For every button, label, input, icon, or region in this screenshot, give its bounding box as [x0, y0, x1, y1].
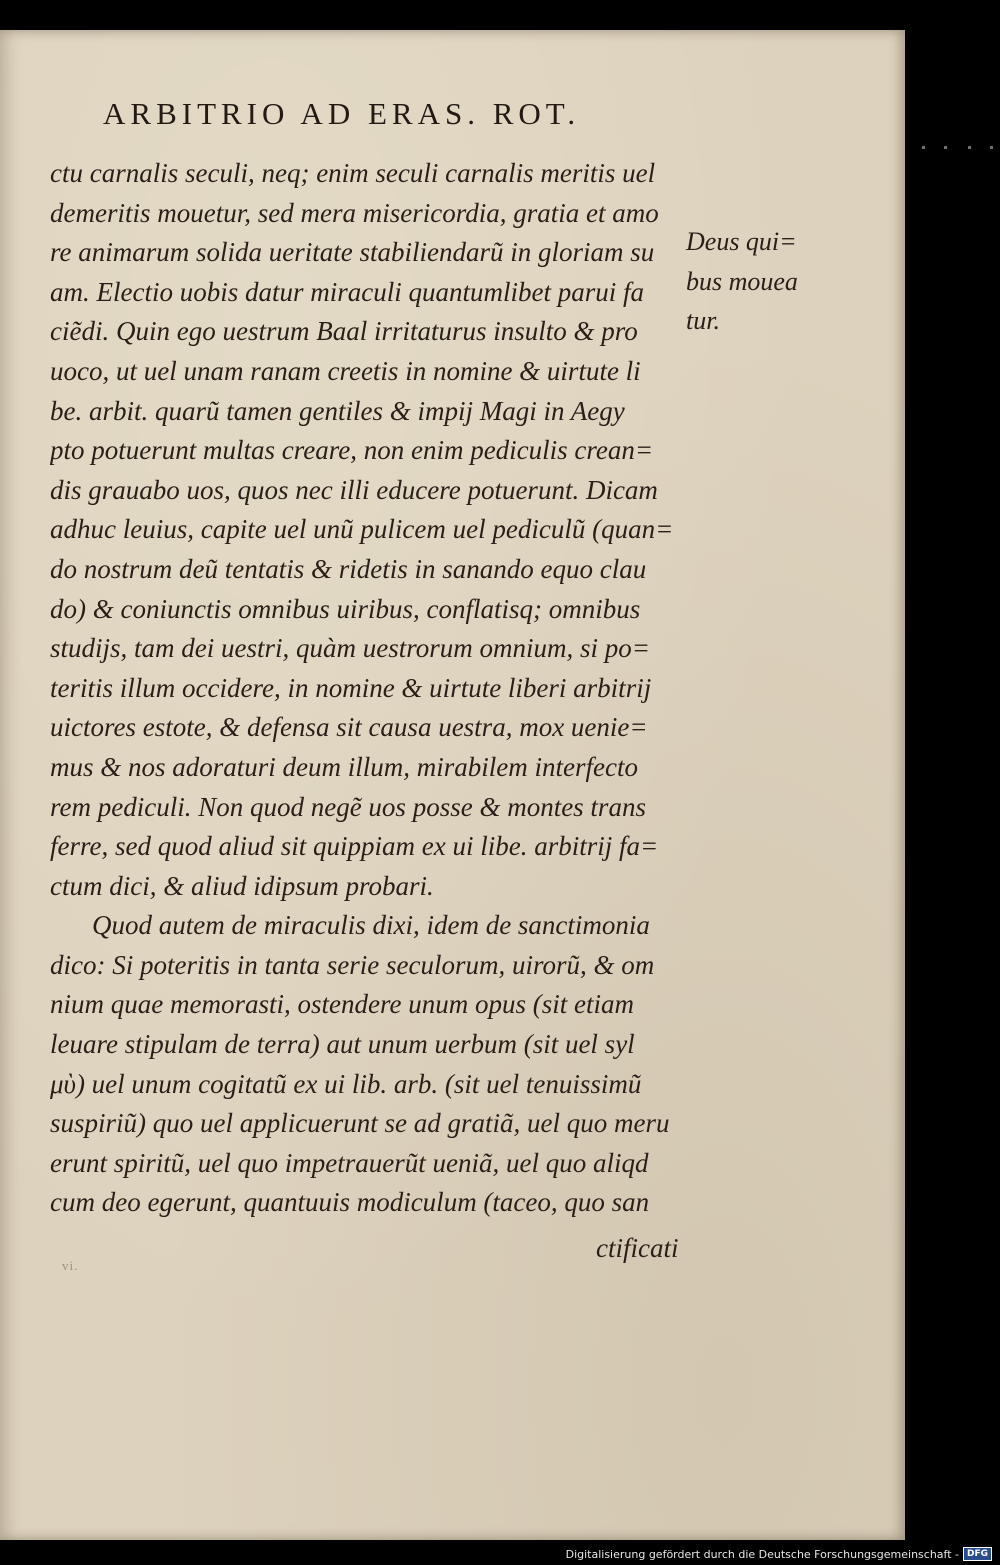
margin-note-line: bus mouea: [686, 266, 798, 296]
text-line: teritis illum occidere, in nomine & uirtute liberi arbitrij: [50, 672, 652, 703]
text-line: re animarum solida ueritate stabiliendarũ in gloriam su: [50, 237, 655, 268]
text-line: dis grauabo uos, quos nec illi educere potuerunt. Dicam: [50, 474, 658, 505]
margin-note: [686, 222, 836, 341]
catchword: ctificati: [596, 1233, 679, 1263]
book-page: [0, 30, 905, 1540]
text-line: adhuc leuius, capite uel unũ pulicem uel pediculũ (quan=: [50, 514, 674, 545]
margin-note-line: tur.: [686, 306, 720, 336]
text-line: am. Electio uobis datur miraculi quantumlibet parui fa: [50, 276, 644, 307]
text-line: nium quae memorasti, ostendere unum opus (sit etiam: [50, 989, 634, 1020]
margin-note-line: Deus qui=: [686, 227, 797, 256]
text-line: demeritis mouetur, sed mera misericordia, gratia et amo: [50, 197, 659, 228]
text-line: ciẽdi. Quin ego uestrum Baal irritaturus insulto & pro: [50, 316, 638, 347]
body-text: [50, 154, 690, 1223]
text-line-paragraph-start: Quod autem de miraculis dixi, idem de sanctimonia: [92, 910, 650, 941]
text-line: mus & nos adoraturi deum illum, mirabilem interfecto: [50, 751, 638, 782]
text-line: studijs, tam dei uestri, quàm uestrorum omnium, si po=: [50, 633, 650, 664]
funding-footer: [566, 1547, 992, 1561]
text-line: rem pediculi. Non quod negẽ uos posse & montes trans: [50, 791, 646, 822]
signature-mark: vi.: [62, 1258, 79, 1273]
text-line: uictores estote, & defensa sit causa uestra, mox ueniе=: [50, 712, 648, 743]
text-line: leuare stipulam de terra) aut unum uerbum (sit uel syl: [50, 1029, 635, 1060]
edge-dot: [944, 146, 947, 149]
edge-dot: [922, 146, 925, 149]
text-line: uoco, ut uel unam ranam creetis in nomine & uirtute li: [50, 355, 641, 386]
text-line: ctum dici, & aliud idipsum probari.: [50, 870, 434, 901]
footer-text: Digitalisierung gefördert durch die Deutsche Forschungsgemeinschaft -: [565, 1547, 959, 1561]
edge-dot: [968, 146, 971, 149]
text-line: be. arbit. quarũ tamen gentiles & impij Magi in Aegy: [50, 395, 625, 426]
text-line: pto potuerunt multas creare, non enim pediculis crean=: [50, 435, 654, 466]
edge-marks: [918, 146, 998, 152]
running-head: ARBITRIO AD ERAS. ROT.: [103, 96, 581, 131]
text-line: cum deo egerunt, quantuuis modiculum (taceo, quo san: [50, 1187, 650, 1218]
dfg-logo-icon[interactable]: DFG: [963, 1547, 992, 1561]
text-line: do) & coniunctis omnibus uiribus, conflatisq; omnibus: [50, 593, 641, 624]
text-line: erunt spiritũ, uel quo impetrauerũt ueniã, uel quo aliqd: [50, 1147, 649, 1178]
text-line: suspiriũ) quo uel applicuerunt se ad gratiã, uel quo meru: [50, 1108, 670, 1139]
text-line: dico: Si poteritis in tanta serie seculorum, uirorũ, & om: [50, 949, 655, 980]
text-line: do nostrum deũ tentatis & ridetis in sanando equo clau: [50, 553, 647, 584]
edge-dot: [990, 146, 993, 149]
text-line: ferre, sed quod aliud sit quippiam ex ui libe. arbitrij fa=: [50, 831, 659, 862]
text-line: ctu carnalis seculi, neq; enim seculi carnalis meritis uel: [50, 158, 656, 188]
text-line: μὺ) uel unum cogitatũ ex ui lib. arb. (sit uel tenuissimũ: [50, 1068, 642, 1099]
